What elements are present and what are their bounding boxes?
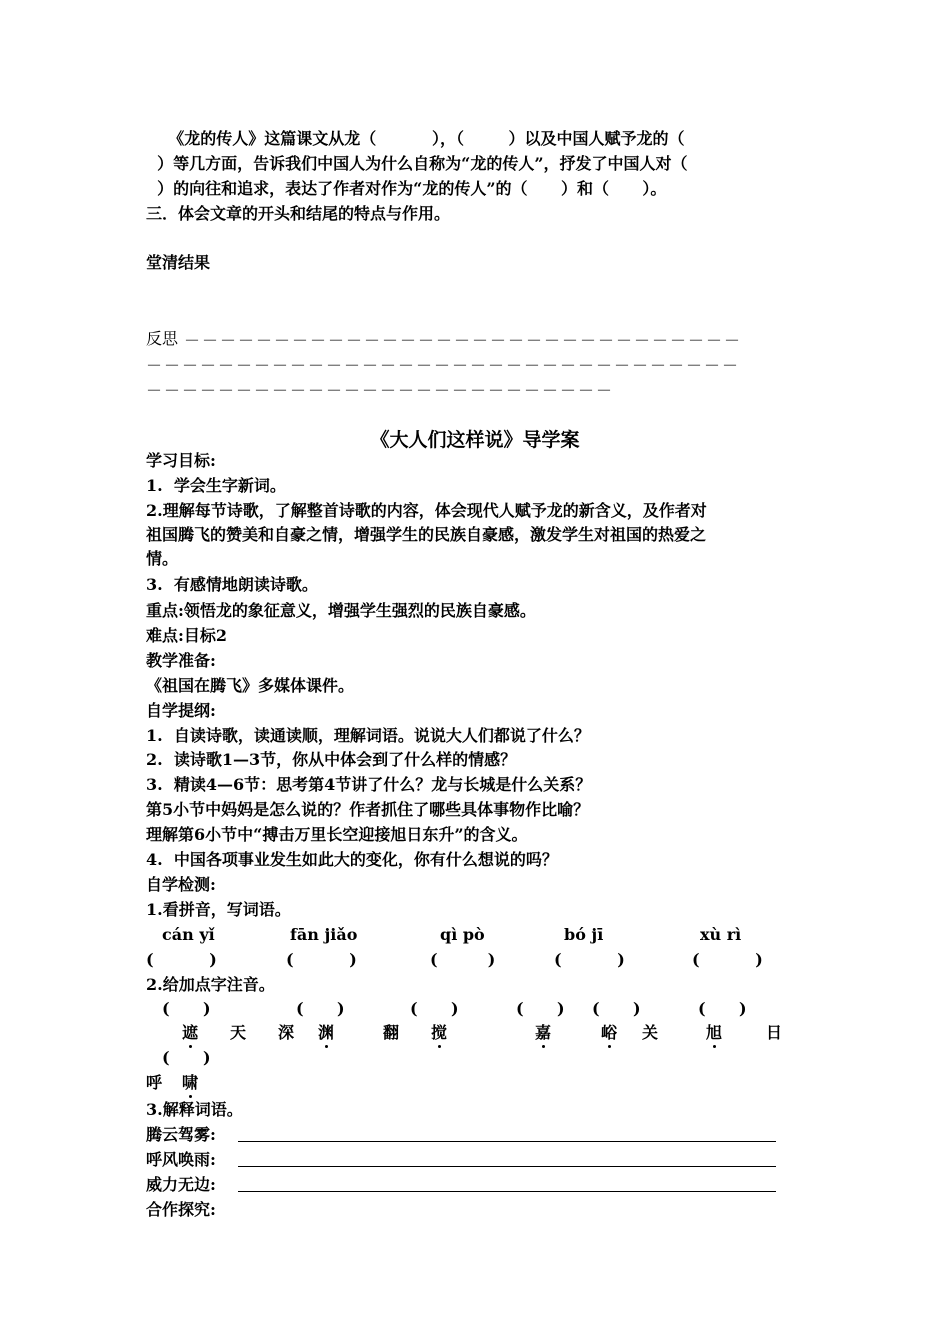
phonetic-bracket-7[interactable]: ( ) bbox=[162, 1048, 211, 1067]
test-2-label: 2.给加点字注音。 bbox=[146, 975, 275, 994]
outline-4: 4. 中国各项事业发生如此大的变化，你有什么想说的吗？ bbox=[146, 850, 558, 869]
page-title: 《大人们这样说》导学案 bbox=[370, 429, 580, 451]
outline-label: 自学提纲: bbox=[146, 701, 216, 720]
result-label: 堂清结果 bbox=[146, 253, 211, 272]
pinyin-1: cán yǐ bbox=[162, 925, 215, 944]
phonetic-bracket-5[interactable]: ( ) bbox=[592, 999, 641, 1018]
char-jia: 嘉 bbox=[535, 1023, 552, 1042]
term-3-answer-line[interactable] bbox=[238, 1191, 776, 1192]
outline-3b: 第5小节中妈妈是怎么说的？作者抓住了哪些具体事物作比喻？ bbox=[146, 800, 590, 819]
goal-2-line-3: 情。 bbox=[146, 549, 179, 568]
char-fan: 翻 bbox=[383, 1023, 400, 1042]
test-1-label: 1.看拼音，写词语。 bbox=[146, 900, 291, 919]
outline-1: 1. 自读诗歌，读通读顺，理解词语。说说大人们都说了什么？ bbox=[146, 726, 590, 745]
term-3: 威力无边: bbox=[146, 1175, 216, 1194]
paragraph-line-3: ）的向往和追求，表达了作者对作为“龙的传人”的（ ）和（ ）。 bbox=[146, 179, 667, 198]
pinyin-5: xù rì bbox=[700, 925, 742, 944]
char-yu: 峪 bbox=[601, 1023, 618, 1042]
phonetic-bracket-1[interactable]: ( ) bbox=[162, 999, 211, 1018]
reflect-label: 反思 bbox=[146, 329, 179, 348]
char-xiao: 啸 bbox=[182, 1073, 199, 1092]
outline-3: 3. 精读4—6节：思考第4节讲了什么？龙与长城是什么关系？ bbox=[146, 775, 592, 794]
coop-label: 合作探究: bbox=[146, 1200, 216, 1219]
char-xu: 旭 bbox=[706, 1023, 723, 1042]
char-jiao: 搅 bbox=[431, 1023, 448, 1042]
char-guan: 关 bbox=[642, 1023, 659, 1042]
reflect-dash-line-2: －－－－－－－－－－－－－－－－－－－－－－－－－－－－－－－－－ bbox=[146, 356, 741, 375]
char-zhe: 遮 bbox=[182, 1023, 199, 1042]
goal-1: 1. 学会生字新词。 bbox=[146, 476, 286, 495]
key-point: 重点:领悟龙的象征意义，增强学生强烈的民族自豪感。 bbox=[146, 601, 536, 620]
prep-text: 《祖国在腾飞》多媒体课件。 bbox=[146, 676, 355, 695]
answer-bracket-3[interactable]: ( ) bbox=[430, 950, 496, 969]
test-label: 自学检测: bbox=[146, 875, 216, 894]
goals-label: 学习目标: bbox=[146, 451, 216, 470]
outline-3c: 理解第6小节中“搏击万里长空迎接旭日东升”的含义。 bbox=[146, 825, 528, 844]
prep-label: 教学准备: bbox=[146, 651, 216, 670]
paragraph-line-2: ）等几方面，告诉我们中国人为什么自称为“龙的传人”，抒发了中国人对（ bbox=[146, 154, 688, 173]
term-2-answer-line[interactable] bbox=[238, 1166, 776, 1167]
term-1: 腾云驾雾: bbox=[146, 1125, 216, 1144]
char-hu: 呼 bbox=[146, 1073, 163, 1092]
reflect-dash-line-1: －－－－－－－－－－－－－－－－－－－－－－－－－－－－－－－ bbox=[184, 331, 743, 350]
goal-2-line-1: 2.理解每节诗歌，了解整首诗歌的内容，体会现代人赋予龙的新含义，及作者对 bbox=[146, 501, 707, 520]
pinyin-2: fān jiǎo bbox=[290, 925, 358, 944]
answer-bracket-4[interactable]: ( ) bbox=[554, 950, 625, 969]
difficulty: 难点:目标2 bbox=[146, 626, 228, 645]
phonetic-bracket-2[interactable]: ( ) bbox=[296, 999, 345, 1018]
paragraph-line-1: 《龙的传人》这篇课文从龙（ ），（ ）以及中国人赋予龙的（ bbox=[146, 129, 685, 148]
pinyin-3: qì pò bbox=[440, 925, 485, 944]
char-ri: 日 bbox=[766, 1023, 783, 1042]
char-shen: 深 bbox=[278, 1023, 295, 1042]
test-3-label: 3.解释词语。 bbox=[146, 1100, 243, 1119]
goal-3: 3. 有感情地朗读诗歌。 bbox=[146, 575, 318, 594]
answer-bracket-1[interactable]: ( ) bbox=[146, 950, 217, 969]
char-yuan: 渊 bbox=[318, 1023, 335, 1042]
pinyin-4: bó jī bbox=[564, 925, 604, 944]
reflect-dash-line-3: －－－－－－－－－－－－－－－－－－－－－－－－－－ bbox=[146, 381, 615, 400]
answer-bracket-5[interactable]: ( ) bbox=[692, 950, 763, 969]
char-tian: 天 bbox=[230, 1023, 247, 1042]
phonetic-bracket-3[interactable]: ( ) bbox=[410, 999, 459, 1018]
answer-bracket-2[interactable]: ( ) bbox=[286, 950, 357, 969]
item-3: 三．体会文章的开头和结尾的特点与作用。 bbox=[146, 204, 451, 223]
phonetic-bracket-6[interactable]: ( ) bbox=[698, 999, 747, 1018]
outline-2: 2. 读诗歌1—3节，你从中体会到了什么样的情感？ bbox=[146, 750, 517, 769]
phonetic-bracket-4[interactable]: ( ) bbox=[516, 999, 565, 1018]
term-2: 呼风唤雨: bbox=[146, 1150, 216, 1169]
goal-2-line-2: 祖国腾飞的赞美和自豪之情，增强学生的民族自豪感，激发学生对祖国的热爱之 bbox=[146, 525, 707, 544]
term-1-answer-line[interactable] bbox=[238, 1141, 776, 1142]
